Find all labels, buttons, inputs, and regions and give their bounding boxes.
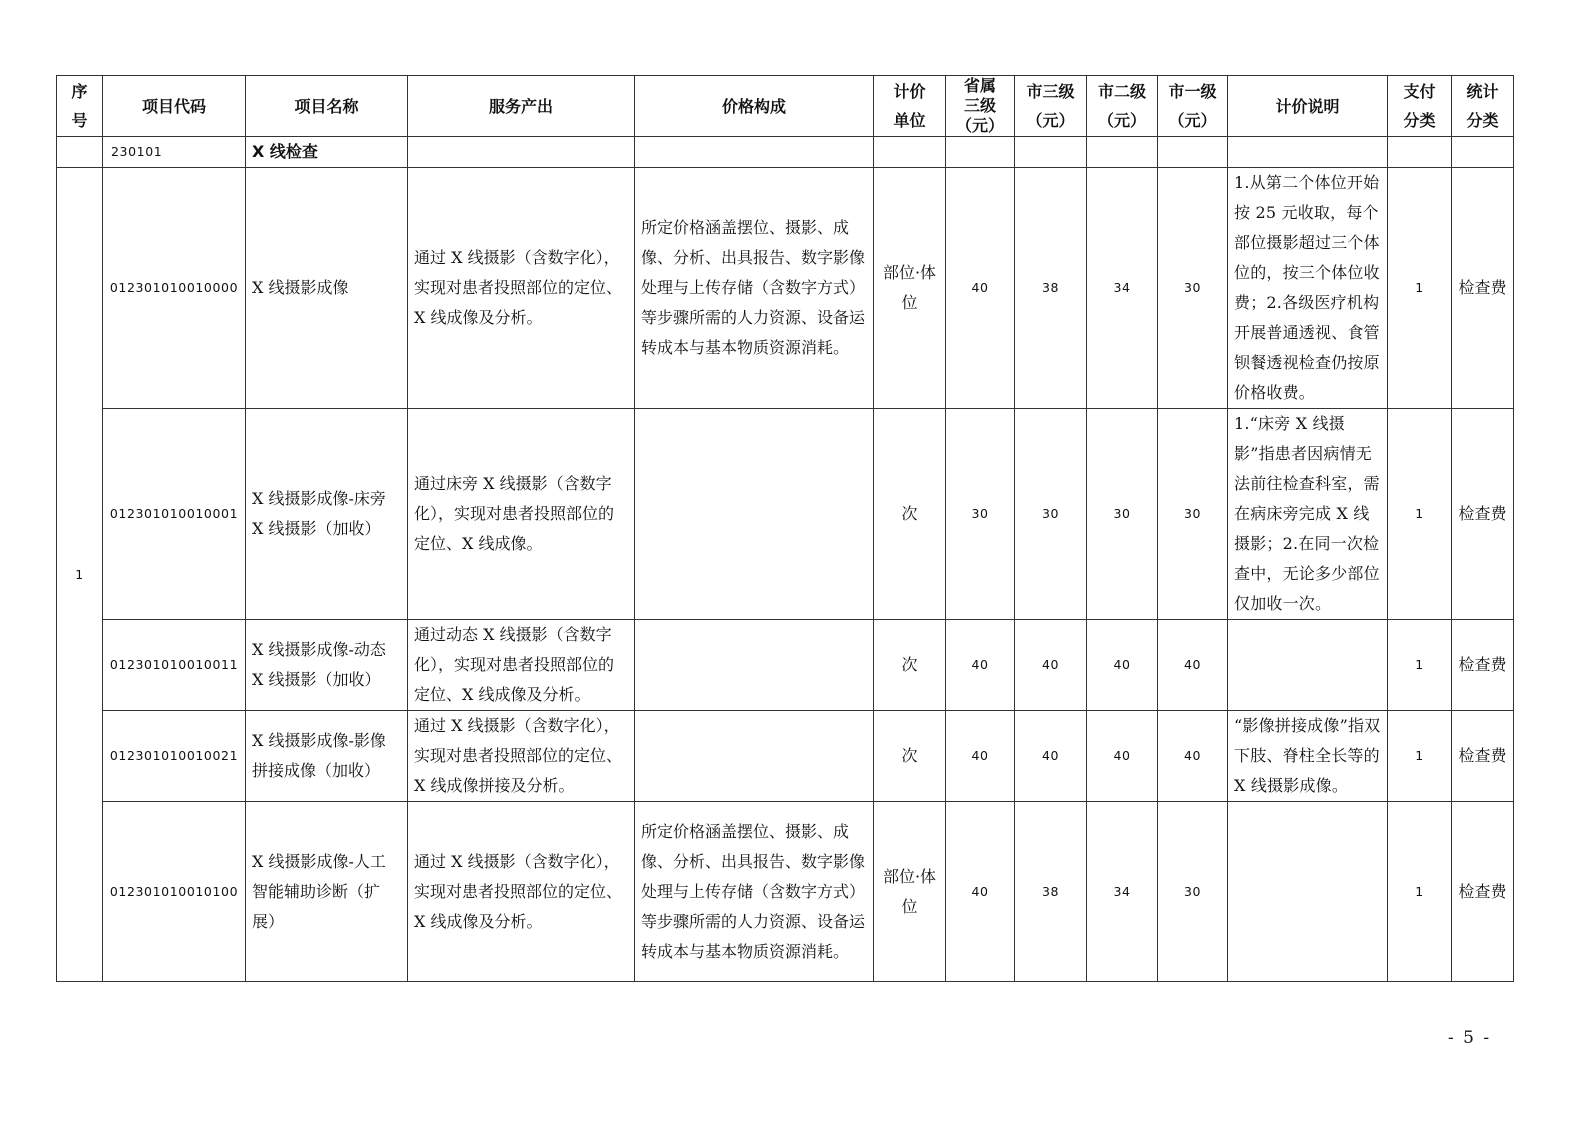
header-payment [1388,76,1452,137]
category-empty [1158,137,1228,168]
item-provincial-price: 40 [946,168,1015,409]
header-provincial-line2: 三级 [963,96,996,115]
header-city2-line1: 市二级 [1097,82,1146,101]
item-stat: 检查费 [1452,168,1514,409]
item-provincial-price: 30 [946,409,1015,620]
header-city3 [1015,76,1087,137]
item-unit: 次 [874,620,946,711]
header-city3-line1: 市三级 [1026,82,1075,101]
category-empty [946,137,1015,168]
item-service: 通过床旁 X 线摄影（含数字化），实现对患者投照部位的定位、X 线成像。 [408,409,635,620]
header-stat-line2: 分类 [1466,111,1499,130]
item-price-composition [635,620,874,711]
item-name: X 线摄影成像 [246,168,408,409]
table-row [57,409,1514,620]
header-city1-line1: 市一级 [1168,82,1217,101]
table-row [57,802,1514,982]
item-city1-price: 40 [1158,711,1228,802]
item-pricing-note [1228,802,1388,982]
item-service: 通过 X 线摄影（含数字化），实现对患者投照部位的定位、X 线成像拼接及分析。 [408,711,635,802]
header-payment-line2: 分类 [1403,111,1436,130]
item-unit: 次 [874,409,946,620]
header-city2-line2: （元） [1097,111,1146,130]
item-city3-price: 40 [1015,620,1087,711]
header-code: 项目代码 [103,76,246,137]
category-empty [408,137,635,168]
item-price-composition: 所定价格涵盖摆位、摄影、成像、分析、出具报告、数字影像处理与上传存储（含数字方式）等步骤所需的人力资源、设备运转成本与基本物质资源消耗。 [635,802,874,982]
group-seq: 1 [57,168,103,982]
item-provincial-price: 40 [946,802,1015,982]
header-unit-line2: 单位 [893,111,926,130]
price-table [56,75,1514,982]
category-empty [1087,137,1158,168]
item-city3-price: 38 [1015,802,1087,982]
item-code: 012301010010021 [103,711,246,802]
header-provincial-line1: 省属 [963,76,996,95]
category-empty [1015,137,1087,168]
category-empty [635,137,874,168]
item-city1-price: 30 [1158,168,1228,409]
item-name: X 线摄影成像-动态 X 线摄影（加收） [246,620,408,711]
item-pricing-note: “影像拼接成像”指双下肢、脊柱全长等的 X 线摄影成像。 [1228,711,1388,802]
item-unit: 部位·体位 [874,168,946,409]
header-price-composition: 价格构成 [635,76,874,137]
table-row [57,168,1514,409]
item-payment: 1 [1388,168,1452,409]
item-city1-price: 40 [1158,620,1228,711]
header-service: 服务产出 [408,76,635,137]
item-service: 通过动态 X 线摄影（含数字化），实现对患者投照部位的定位、X 线成像及分析。 [408,620,635,711]
category-empty [874,137,946,168]
category-code: 230101 [103,137,246,168]
item-provincial-price: 40 [946,620,1015,711]
item-city3-price: 30 [1015,409,1087,620]
item-name: X 线摄影成像-影像拼接成像（加收） [246,711,408,802]
item-city2-price: 34 [1087,802,1158,982]
item-unit: 次 [874,711,946,802]
item-city2-price: 30 [1087,409,1158,620]
item-city3-price: 38 [1015,168,1087,409]
category-row [57,137,1514,168]
item-city2-price: 40 [1087,620,1158,711]
item-price-composition [635,409,874,620]
item-stat: 检查费 [1452,409,1514,620]
page-number: - 5 - [1448,1028,1492,1048]
item-stat: 检查费 [1452,620,1514,711]
item-provincial-price: 40 [946,711,1015,802]
item-unit: 部位·体位 [874,802,946,982]
item-city2-price: 40 [1087,711,1158,802]
item-payment: 1 [1388,802,1452,982]
item-pricing-note [1228,620,1388,711]
header-seq [57,76,103,137]
table-row [57,620,1514,711]
header-seq-line1: 序 [71,82,88,101]
item-service: 通过 X 线摄影（含数字化），实现对患者投照部位的定位、X 线成像及分析。 [408,168,635,409]
item-city3-price: 40 [1015,711,1087,802]
category-empty [1388,137,1452,168]
header-row [57,76,1514,137]
category-name: X 线检查 [246,137,408,168]
item-price-composition: 所定价格涵盖摆位、摄影、成像、分析、出具报告、数字影像处理与上传存储（含数字方式）等步骤所需的人力资源、设备运转成本与基本物质资源消耗。 [635,168,874,409]
item-code: 012301010010100 [103,802,246,982]
category-seq [57,137,103,168]
item-stat: 检查费 [1452,802,1514,982]
header-pricing-note: 计价说明 [1228,76,1388,137]
item-city1-price: 30 [1158,802,1228,982]
category-empty [1228,137,1388,168]
header-provincial [946,76,1015,137]
item-city2-price: 34 [1087,168,1158,409]
header-unit-line1: 计价 [893,82,926,101]
item-service: 通过 X 线摄影（含数字化），实现对患者投照部位的定位、X 线成像及分析。 [408,802,635,982]
header-city3-line2: （元） [1026,111,1075,130]
item-name: X 线摄影成像-床旁 X 线摄影（加收） [246,409,408,620]
header-city1 [1158,76,1228,137]
header-unit [874,76,946,137]
item-payment: 1 [1388,711,1452,802]
header-seq-line2: 号 [71,111,88,130]
header-name: 项目名称 [246,76,408,137]
item-name: X 线摄影成像-人工智能辅助诊断（扩展） [246,802,408,982]
header-provincial-line3: （元） [955,116,1004,135]
item-payment: 1 [1388,409,1452,620]
item-code: 012301010010011 [103,620,246,711]
header-city1-line2: （元） [1168,111,1217,130]
item-code: 012301010010001 [103,409,246,620]
category-empty [1452,137,1514,168]
item-payment: 1 [1388,620,1452,711]
item-pricing-note: 1.“床旁 X 线摄影”指患者因病情无法前往检查科室，需在病床旁完成 X 线摄影；2.在同一次检查中，无论多少部位仅加收一次。 [1228,409,1388,620]
item-city1-price: 30 [1158,409,1228,620]
item-price-composition [635,711,874,802]
item-code: 012301010010000 [103,168,246,409]
item-pricing-note: 1.从第二个体位开始按 25 元收取，每个部位摄影超过三个体位的，按三个体位收费；2.各级医疗机构开展普通透视、食管钡餐透视检查仍按原价格收费。 [1228,168,1388,409]
header-stat-line1: 统计 [1466,82,1499,101]
table-row [57,711,1514,802]
header-stat [1452,76,1514,137]
header-city2 [1087,76,1158,137]
item-stat: 检查费 [1452,711,1514,802]
header-payment-line1: 支付 [1403,82,1436,101]
